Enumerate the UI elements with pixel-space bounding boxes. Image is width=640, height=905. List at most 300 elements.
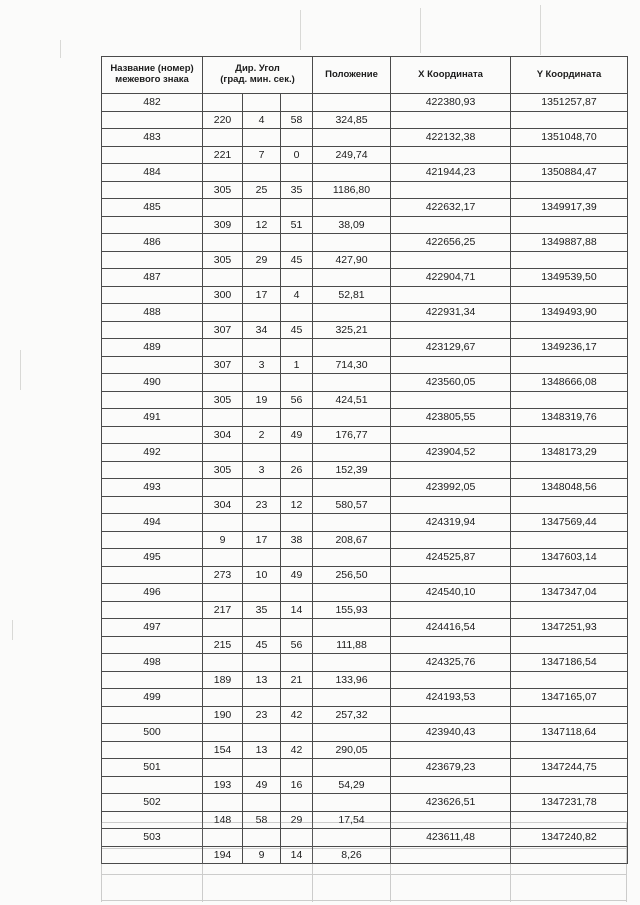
empty-y	[511, 426, 628, 444]
coordinates-table	[101, 56, 628, 864]
empty-name	[102, 601, 203, 619]
segment-minutes: 4	[243, 111, 281, 129]
empty-length	[313, 619, 391, 637]
point-row	[102, 549, 628, 567]
empty-sec	[281, 164, 313, 182]
segment-minutes: 34	[243, 321, 281, 339]
empty-sec	[281, 94, 313, 112]
segment-degrees: 221	[203, 146, 243, 164]
empty-length	[313, 514, 391, 532]
point-y: 1347244,75	[511, 759, 628, 777]
empty-x	[391, 741, 511, 759]
empty-sec	[281, 689, 313, 707]
segment-degrees: 305	[203, 461, 243, 479]
point-x: 423679,23	[391, 759, 511, 777]
segment-seconds: 35	[281, 181, 313, 199]
segment-row	[102, 426, 628, 444]
empty-min	[243, 794, 281, 812]
empty-min	[243, 164, 281, 182]
point-x: 423904,52	[391, 444, 511, 462]
empty-deg	[203, 199, 243, 217]
point-y: 1348319,76	[511, 409, 628, 427]
empty-min	[243, 129, 281, 147]
table-body	[102, 94, 628, 864]
segment-length: 1186,80	[313, 181, 391, 199]
point-x: 422931,34	[391, 304, 511, 322]
point-y: 1347231,78	[511, 794, 628, 812]
empty-min	[243, 94, 281, 112]
segment-minutes: 19	[243, 391, 281, 409]
segment-row	[102, 741, 628, 759]
point-y: 1349539,50	[511, 269, 628, 287]
header-x: X Координата	[391, 57, 511, 94]
segment-row	[102, 286, 628, 304]
segment-row	[102, 321, 628, 339]
segment-minutes: 58	[243, 811, 281, 829]
empty-name	[102, 706, 203, 724]
segment-minutes: 23	[243, 706, 281, 724]
empty-x	[391, 216, 511, 234]
empty-name	[102, 741, 203, 759]
empty-min	[243, 759, 281, 777]
point-name: 502	[102, 794, 203, 812]
empty-length	[313, 724, 391, 742]
empty-name	[102, 216, 203, 234]
segment-seconds: 56	[281, 391, 313, 409]
empty-x	[391, 706, 511, 724]
point-name: 501	[102, 759, 203, 777]
empty-y	[511, 461, 628, 479]
segment-seconds: 58	[281, 111, 313, 129]
empty-min	[243, 269, 281, 287]
empty-length	[313, 689, 391, 707]
point-name: 487	[102, 269, 203, 287]
segment-minutes: 10	[243, 566, 281, 584]
empty-y	[511, 706, 628, 724]
empty-deg	[203, 479, 243, 497]
empty-name	[102, 321, 203, 339]
header-length: Положение	[313, 57, 391, 94]
segment-degrees: 148	[203, 811, 243, 829]
segment-length: 208,67	[313, 531, 391, 549]
empty-x	[391, 671, 511, 689]
segment-row	[102, 111, 628, 129]
segment-degrees: 190	[203, 706, 243, 724]
segment-degrees: 305	[203, 181, 243, 199]
point-x: 422632,17	[391, 199, 511, 217]
empty-length	[313, 759, 391, 777]
empty-y	[511, 216, 628, 234]
empty-sec	[281, 584, 313, 602]
coordinates-sheet	[101, 56, 627, 864]
segment-degrees: 194	[203, 846, 243, 864]
point-name: 486	[102, 234, 203, 252]
empty-x	[391, 426, 511, 444]
empty-sec	[281, 479, 313, 497]
empty-y	[511, 601, 628, 619]
point-row	[102, 94, 628, 112]
point-row	[102, 689, 628, 707]
empty-name	[102, 181, 203, 199]
empty-y	[511, 391, 628, 409]
empty-length	[313, 199, 391, 217]
segment-row	[102, 531, 628, 549]
empty-min	[243, 514, 281, 532]
empty-y	[511, 251, 628, 269]
empty-deg	[203, 724, 243, 742]
point-row	[102, 269, 628, 287]
segment-seconds: 56	[281, 636, 313, 654]
segment-minutes: 3	[243, 356, 281, 374]
empty-deg	[203, 164, 243, 182]
segment-length: 176,77	[313, 426, 391, 444]
empty-x	[391, 321, 511, 339]
empty-deg	[203, 619, 243, 637]
segment-minutes: 17	[243, 531, 281, 549]
empty-y	[511, 776, 628, 794]
segment-row	[102, 181, 628, 199]
segment-row	[102, 706, 628, 724]
point-x: 424325,76	[391, 654, 511, 672]
point-x: 423611,48	[391, 829, 511, 847]
segment-seconds: 45	[281, 321, 313, 339]
empty-length	[313, 409, 391, 427]
segment-seconds: 42	[281, 741, 313, 759]
segment-degrees: 307	[203, 356, 243, 374]
empty-sec	[281, 549, 313, 567]
segment-degrees: 307	[203, 321, 243, 339]
point-x: 422656,25	[391, 234, 511, 252]
point-x: 422380,93	[391, 94, 511, 112]
empty-length	[313, 129, 391, 147]
empty-deg	[203, 269, 243, 287]
empty-sec	[281, 444, 313, 462]
point-name: 490	[102, 374, 203, 392]
segment-length: 133,96	[313, 671, 391, 689]
segment-length: 714,30	[313, 356, 391, 374]
empty-deg	[203, 584, 243, 602]
segment-minutes: 35	[243, 601, 281, 619]
segment-seconds: 0	[281, 146, 313, 164]
point-y: 1349887,88	[511, 234, 628, 252]
empty-length	[313, 339, 391, 357]
table-header-row	[102, 57, 628, 94]
empty-deg	[203, 409, 243, 427]
empty-y	[511, 671, 628, 689]
empty-sec	[281, 654, 313, 672]
segment-length: 427,90	[313, 251, 391, 269]
empty-sec	[281, 269, 313, 287]
header-angle-title: Дир. Угол	[235, 63, 280, 75]
segment-row	[102, 636, 628, 654]
segment-length: 52,81	[313, 286, 391, 304]
point-row	[102, 304, 628, 322]
segment-degrees: 193	[203, 776, 243, 794]
point-x: 423992,05	[391, 479, 511, 497]
segment-seconds: 29	[281, 811, 313, 829]
segment-degrees: 189	[203, 671, 243, 689]
segment-minutes: 2	[243, 426, 281, 444]
point-y: 1347186,54	[511, 654, 628, 672]
segment-degrees: 309	[203, 216, 243, 234]
segment-minutes: 13	[243, 671, 281, 689]
faded-continuation	[101, 822, 627, 902]
point-name: 492	[102, 444, 203, 462]
segment-row	[102, 391, 628, 409]
empty-sec	[281, 234, 313, 252]
segment-row	[102, 216, 628, 234]
empty-length	[313, 234, 391, 252]
empty-y	[511, 741, 628, 759]
empty-name	[102, 286, 203, 304]
empty-sec	[281, 129, 313, 147]
empty-y	[511, 356, 628, 374]
empty-min	[243, 689, 281, 707]
empty-length	[313, 549, 391, 567]
segment-seconds: 51	[281, 216, 313, 234]
point-x: 423940,43	[391, 724, 511, 742]
point-x: 423805,55	[391, 409, 511, 427]
segment-length: 324,85	[313, 111, 391, 129]
segment-degrees: 305	[203, 251, 243, 269]
point-name: 494	[102, 514, 203, 532]
empty-length	[313, 444, 391, 462]
point-x: 423626,51	[391, 794, 511, 812]
empty-x	[391, 286, 511, 304]
point-name: 491	[102, 409, 203, 427]
empty-x	[391, 636, 511, 654]
point-row	[102, 374, 628, 392]
segment-degrees: 304	[203, 426, 243, 444]
point-y: 1347240,82	[511, 829, 628, 847]
segment-row	[102, 601, 628, 619]
segment-seconds: 14	[281, 601, 313, 619]
empty-deg	[203, 654, 243, 672]
segment-length: 8,26	[313, 846, 391, 864]
header-y: Y Координата	[511, 57, 628, 94]
segment-minutes: 29	[243, 251, 281, 269]
empty-name	[102, 776, 203, 794]
segment-minutes: 7	[243, 146, 281, 164]
point-x: 422132,38	[391, 129, 511, 147]
point-x: 424540,10	[391, 584, 511, 602]
empty-sec	[281, 199, 313, 217]
empty-name	[102, 391, 203, 409]
segment-degrees: 217	[203, 601, 243, 619]
empty-min	[243, 724, 281, 742]
point-name: 495	[102, 549, 203, 567]
segment-seconds: 14	[281, 846, 313, 864]
empty-name	[102, 496, 203, 514]
header-name: Название (номер) межевого знака	[102, 57, 203, 94]
point-y: 1349917,39	[511, 199, 628, 217]
empty-sec	[281, 409, 313, 427]
empty-name	[102, 111, 203, 129]
point-name: 497	[102, 619, 203, 637]
point-x: 424416,54	[391, 619, 511, 637]
point-y: 1351257,87	[511, 94, 628, 112]
empty-sec	[281, 374, 313, 392]
empty-min	[243, 584, 281, 602]
point-row	[102, 479, 628, 497]
point-x: 424319,94	[391, 514, 511, 532]
point-name: 489	[102, 339, 203, 357]
segment-length: 152,39	[313, 461, 391, 479]
segment-minutes: 12	[243, 216, 281, 234]
empty-name	[102, 566, 203, 584]
point-row	[102, 444, 628, 462]
segment-row	[102, 671, 628, 689]
point-y: 1347251,93	[511, 619, 628, 637]
empty-length	[313, 374, 391, 392]
segment-degrees: 305	[203, 391, 243, 409]
point-x: 421944,23	[391, 164, 511, 182]
empty-length	[313, 164, 391, 182]
empty-x	[391, 356, 511, 374]
point-y: 1347347,04	[511, 584, 628, 602]
empty-name	[102, 671, 203, 689]
segment-length: 54,29	[313, 776, 391, 794]
segment-degrees: 9	[203, 531, 243, 549]
point-name: 488	[102, 304, 203, 322]
empty-sec	[281, 304, 313, 322]
empty-sec	[281, 724, 313, 742]
empty-deg	[203, 234, 243, 252]
empty-x	[391, 391, 511, 409]
empty-deg	[203, 794, 243, 812]
empty-x	[391, 181, 511, 199]
segment-row	[102, 566, 628, 584]
segment-minutes: 49	[243, 776, 281, 794]
empty-y	[511, 181, 628, 199]
segment-minutes: 45	[243, 636, 281, 654]
point-name: 498	[102, 654, 203, 672]
empty-name	[102, 356, 203, 374]
empty-sec	[281, 794, 313, 812]
point-name: 482	[102, 94, 203, 112]
empty-x	[391, 111, 511, 129]
empty-sec	[281, 619, 313, 637]
empty-min	[243, 234, 281, 252]
segment-seconds: 21	[281, 671, 313, 689]
empty-deg	[203, 444, 243, 462]
segment-seconds: 26	[281, 461, 313, 479]
segment-length: 580,57	[313, 496, 391, 514]
empty-min	[243, 199, 281, 217]
point-row	[102, 409, 628, 427]
point-name: 484	[102, 164, 203, 182]
empty-x	[391, 496, 511, 514]
point-name: 503	[102, 829, 203, 847]
segment-seconds: 38	[281, 531, 313, 549]
empty-min	[243, 549, 281, 567]
empty-deg	[203, 94, 243, 112]
point-name: 499	[102, 689, 203, 707]
segment-seconds: 12	[281, 496, 313, 514]
segment-degrees: 300	[203, 286, 243, 304]
point-name: 500	[102, 724, 203, 742]
point-y: 1349236,17	[511, 339, 628, 357]
empty-x	[391, 566, 511, 584]
segment-row	[102, 251, 628, 269]
segment-row	[102, 146, 628, 164]
segment-row	[102, 776, 628, 794]
segment-degrees: 154	[203, 741, 243, 759]
point-row	[102, 339, 628, 357]
segment-seconds: 49	[281, 566, 313, 584]
point-x: 424525,87	[391, 549, 511, 567]
segment-minutes: 25	[243, 181, 281, 199]
empty-name	[102, 636, 203, 654]
empty-deg	[203, 514, 243, 532]
empty-length	[313, 479, 391, 497]
point-row	[102, 129, 628, 147]
empty-y	[511, 286, 628, 304]
point-y: 1348666,08	[511, 374, 628, 392]
point-y: 1349493,90	[511, 304, 628, 322]
point-y: 1347569,44	[511, 514, 628, 532]
empty-sec	[281, 514, 313, 532]
empty-length	[313, 304, 391, 322]
empty-name	[102, 461, 203, 479]
empty-x	[391, 531, 511, 549]
point-x: 424193,53	[391, 689, 511, 707]
empty-length	[313, 794, 391, 812]
empty-x	[391, 251, 511, 269]
segment-seconds: 45	[281, 251, 313, 269]
segment-length: 155,93	[313, 601, 391, 619]
empty-deg	[203, 339, 243, 357]
point-name: 483	[102, 129, 203, 147]
empty-y	[511, 146, 628, 164]
empty-min	[243, 374, 281, 392]
segment-degrees: 304	[203, 496, 243, 514]
segment-length: 257,32	[313, 706, 391, 724]
empty-deg	[203, 304, 243, 322]
segment-seconds: 49	[281, 426, 313, 444]
empty-y	[511, 321, 628, 339]
point-y: 1348048,56	[511, 479, 628, 497]
point-x: 423560,05	[391, 374, 511, 392]
empty-y	[511, 531, 628, 549]
empty-deg	[203, 129, 243, 147]
empty-deg	[203, 689, 243, 707]
empty-x	[391, 461, 511, 479]
segment-degrees: 220	[203, 111, 243, 129]
point-row	[102, 654, 628, 672]
segment-degrees: 215	[203, 636, 243, 654]
empty-y	[511, 111, 628, 129]
segment-seconds: 42	[281, 706, 313, 724]
segment-length: 325,21	[313, 321, 391, 339]
segment-length: 249,74	[313, 146, 391, 164]
empty-y	[511, 566, 628, 584]
empty-sec	[281, 759, 313, 777]
point-y: 1347118,64	[511, 724, 628, 742]
empty-deg	[203, 759, 243, 777]
point-row	[102, 724, 628, 742]
segment-seconds: 16	[281, 776, 313, 794]
empty-deg	[203, 549, 243, 567]
point-row	[102, 199, 628, 217]
segment-minutes: 23	[243, 496, 281, 514]
point-x: 422904,71	[391, 269, 511, 287]
segment-length: 38,09	[313, 216, 391, 234]
point-row	[102, 794, 628, 812]
empty-min	[243, 409, 281, 427]
point-row	[102, 759, 628, 777]
point-name: 485	[102, 199, 203, 217]
